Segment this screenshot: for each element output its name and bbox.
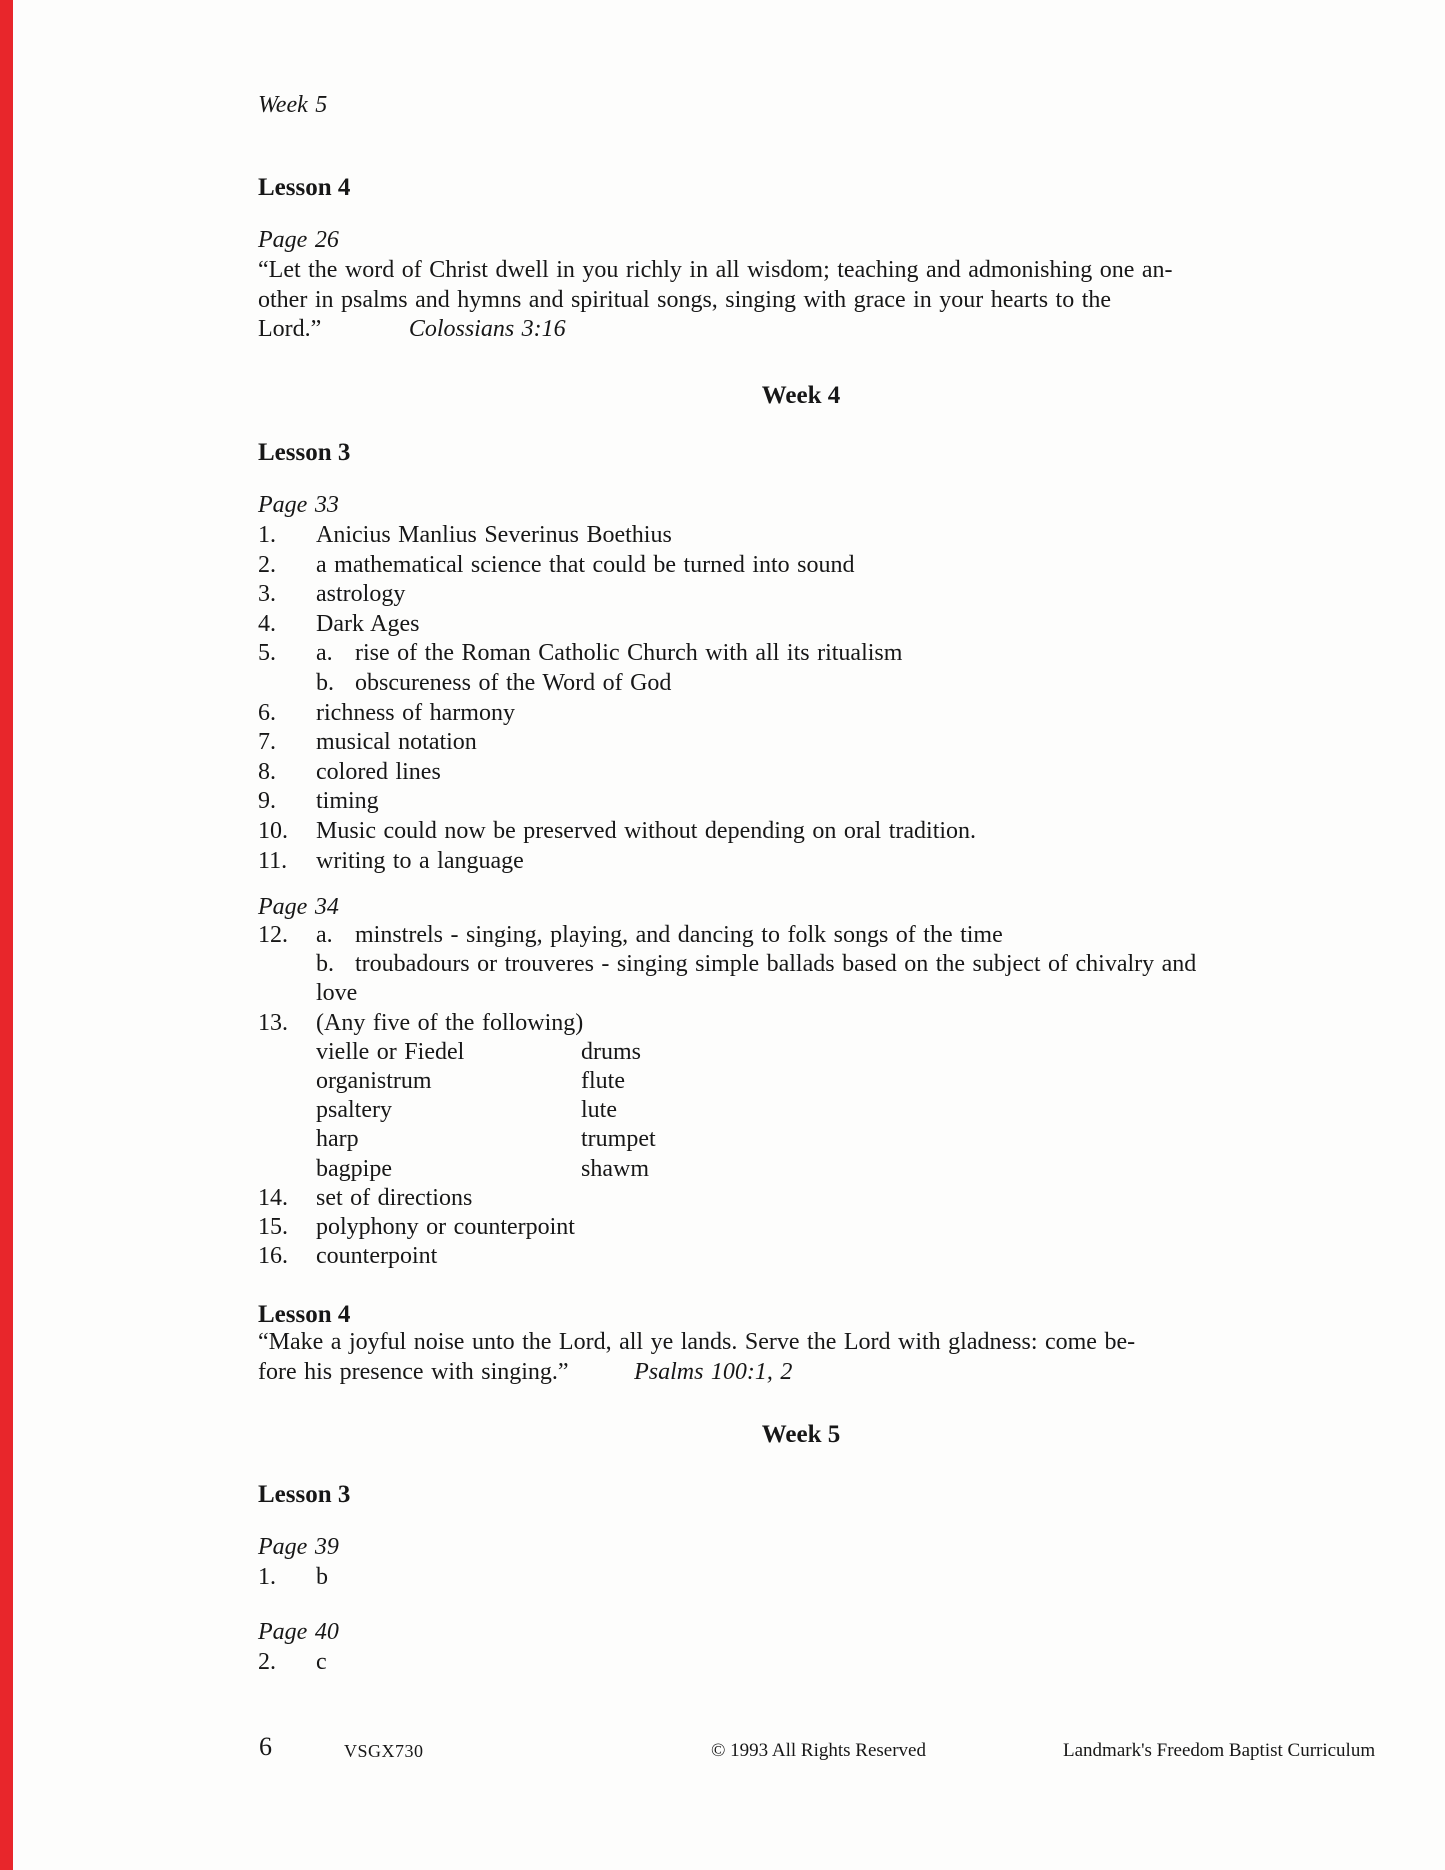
answer-text: c [316,1649,327,1675]
quote-line: “Let the word of Christ dwell in you richly in all wisdom; teaching and admonishing one an- [258,257,1173,283]
answer-text: Music could now be preserved without depending on oral tradition. [316,817,977,844]
answer-row [258,921,1378,950]
answer-text: (Any five of the following) [316,1009,584,1036]
instrument-row [258,1125,1378,1154]
answer-row-continuation [258,979,1378,1008]
instrument-col1: harp [316,1126,359,1153]
answer-number: 4. [258,610,276,637]
answer-list-page33 [258,521,1378,876]
answer-row [258,817,1378,847]
answer-text: b [316,1564,328,1590]
answer-text: love [316,980,358,1007]
answer-number: 5. [258,640,276,667]
instrument-col2: drums [581,1038,641,1065]
instrument-col1: psaltery [316,1097,392,1124]
answer-number: 8. [258,758,276,785]
answer-row [258,699,1378,729]
instrument-row [258,1096,1378,1125]
answer-text: writing to a language [316,847,524,874]
answer-number: 9. [258,788,276,815]
running-header-week: Week 5 [258,92,328,118]
answer-sub-letter: b. [316,951,334,978]
answer-row [258,728,1378,758]
answer-row [258,610,1378,640]
lesson-heading: Lesson 4 [258,1301,351,1328]
answer-row [258,639,1378,669]
answer-row [258,1184,1378,1213]
answer-number: 12. [258,922,288,948]
answer-sub-letter: a. [316,922,333,948]
quote-line-end: Lord.” [258,316,322,343]
footer-copyright: © 1993 All Rights Reserved [711,1740,926,1761]
answer-row [258,551,1378,581]
footer-publisher: Landmark's Freedom Baptist Curriculum [1063,1740,1376,1761]
answer-row [258,1009,1378,1038]
instrument-row [258,1067,1378,1096]
answer-number: 6. [258,699,276,726]
answer-text: minstrels - singing, playing, and dancing to folk songs of the time [355,922,1003,948]
scan-red-edge-artifact [0,0,13,1870]
instrument-col2: flute [581,1068,625,1095]
answer-row [258,580,1378,610]
answer-number: 2. [258,551,276,578]
answer-row [258,1213,1378,1242]
answer-row [258,950,1378,979]
answer-row [258,787,1378,817]
answer-text: rise of the Roman Catholic Church with all its ritualism [355,640,903,667]
answer-text: counterpoint [316,1243,438,1270]
scripture-quote-psalms [258,1328,1344,1387]
instrument-col1: bagpipe [316,1155,392,1182]
scripture-reference: Psalms 100:1, 2 [634,1358,793,1385]
week-heading: Week 5 [761,1421,841,1448]
answer-text: timing [316,788,379,815]
answer-row [258,847,1378,877]
lesson-heading: Lesson 4 [258,174,351,201]
answer-text: obscureness of the Word of God [355,669,672,696]
instrument-col1: organistrum [316,1068,432,1095]
instrument-row [258,1155,1378,1184]
answer-text: polyphony or counterpoint [316,1214,575,1241]
answer-number: 1. [258,522,276,548]
instrument-col2: shawm [581,1155,649,1182]
page-label: Page 34 [258,894,339,920]
answer-text: musical notation [316,729,477,756]
answer-text: set of directions [316,1184,473,1211]
lesson-heading: Lesson 3 [258,439,351,466]
answer-row [258,521,1378,551]
footer-product-code: VSGX730 [344,1741,424,1761]
answer-text: Dark Ages [316,610,420,637]
answer-number: 14. [258,1184,288,1211]
quote-line: other in psalms and hymns and spiritual songs, singing with grace in your hearts to the [258,286,1112,313]
answer-number: 16. [258,1243,288,1270]
scripture-quote-colossians [258,256,1344,345]
answer-text: troubadours or trouveres - singing simple ballads based on the subject of chivalry and [355,951,1197,978]
instrument-row [258,1038,1378,1067]
page-label: Page 26 [258,227,339,253]
answer-row [258,758,1378,788]
page-label: Page 40 [258,1619,339,1645]
answer-row [258,669,1378,699]
answer-number: 15. [258,1214,288,1241]
answer-number: 10. [258,817,288,844]
answer-row [258,1563,328,1593]
answer-text: a mathematical science that could be turned into sound [316,551,855,578]
page-label: Page 39 [258,1534,339,1560]
week-heading: Week 4 [761,382,841,409]
answer-text: richness of harmony [316,699,515,726]
quote-line [258,1358,1344,1388]
instrument-col1: vielle or Fiedel [316,1038,465,1065]
answer-number: 1. [258,1564,276,1590]
answer-text: colored lines [316,758,441,785]
quote-line [258,315,1344,345]
answer-row [258,1242,1378,1271]
answer-text: Anicius Manlius Severinus Boethius [316,522,672,548]
answer-row [258,1648,327,1678]
page-footer [0,1732,1445,1778]
answer-list-page34 [258,921,1378,1271]
page-label: Page 33 [258,492,339,518]
answer-number: 13. [258,1009,288,1036]
answer-text: astrology [316,581,406,608]
answer-number: 7. [258,729,276,756]
answer-sub-letter: b. [316,669,334,696]
quote-line: “Make a joyful noise unto the Lord, all ye lands. Serve the Lord with gladness: come be- [258,1329,1136,1355]
lesson-heading: Lesson 3 [258,1481,351,1508]
quote-line-end: fore his presence with singing.” [258,1358,569,1385]
instrument-col2: lute [581,1097,617,1124]
answer-number: 2. [258,1649,276,1675]
scripture-reference: Colossians 3:16 [408,316,566,343]
answer-number: 11. [258,847,288,874]
instrument-col2: trumpet [581,1126,656,1153]
answer-sub-letter: a. [316,640,333,667]
answer-number: 3. [258,581,276,608]
footer-page-number: 6 [259,1732,272,1761]
